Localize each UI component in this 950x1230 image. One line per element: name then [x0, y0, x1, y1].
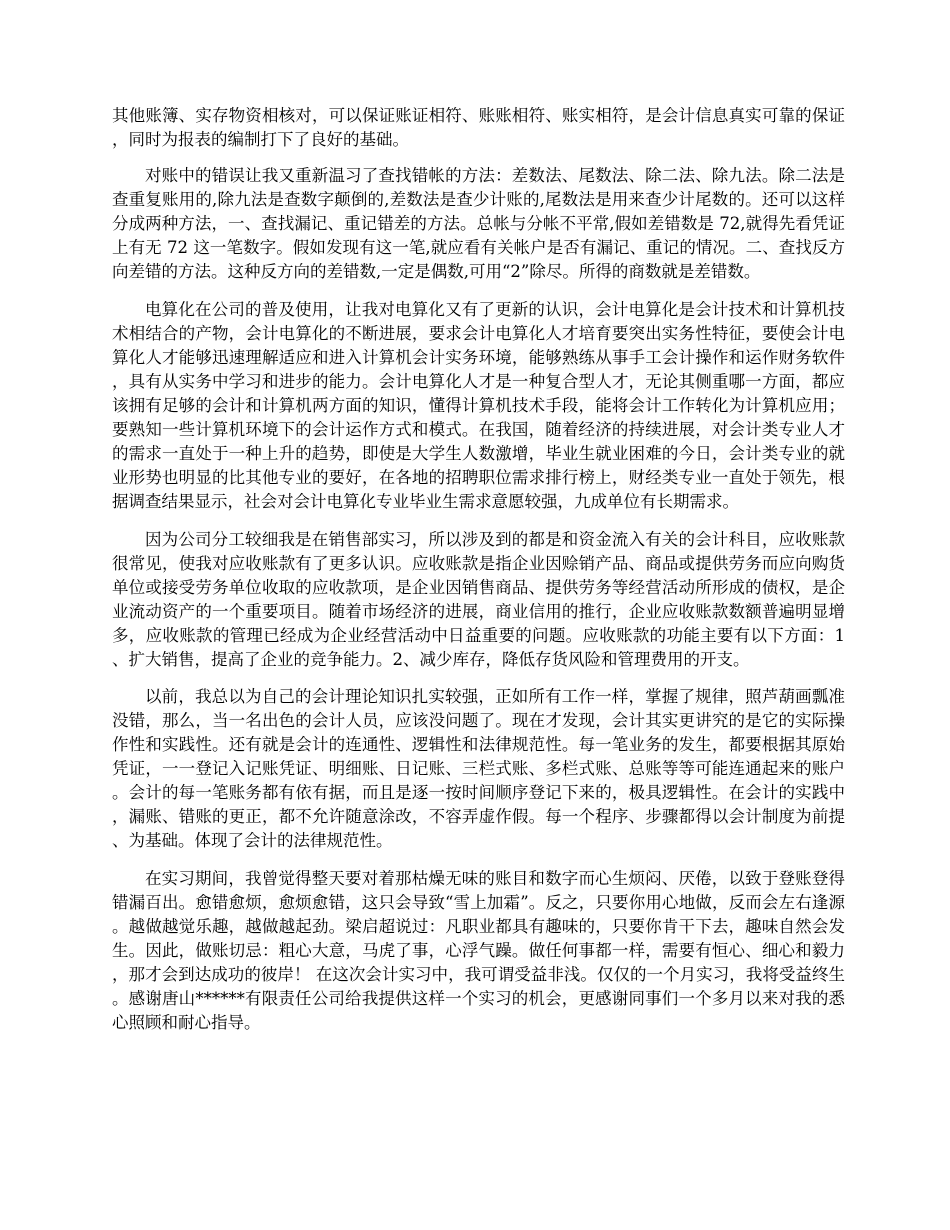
- paragraph-5: 以前，我总以为自己的会计理论知识扎实较强，正如所有工作一样，掌握了规律，照芦葫画瓢准没错，那么，当一名出色的会计人员，应该没问题了。现在才发现，会计其实更讲究的是它的实际操作性和实践性。还有就是会计的连通性、逻辑性和法律规范性。每一笔业务的发生，都要根据其原始凭证，一一登记入记账凭证、明细账、日记账、三栏式账、多栏式账、总账等等可能连通起来的账户。会计的每一笔账务都有依有据，而且是逐一按时间顺序登记下来的，极具逻辑性。在会计的实践中，漏账、错账的更正，都不允许随意涂改，不容弄虚作假。每一个程序、步骤都得以会计制度为前提、为基础。体现了会计的法律规范性。: [112, 687, 845, 850]
- paragraph-2: 对账中的错误让我又重新温习了查找错帐的方法：差数法、尾数法、除二法、除九法。除二法是查重复账用的,除九法是查数字颠倒的,差数法是查少计账的,尾数法是用来查少计尾数的。还可以这样分成两种方法，一、查找漏记、重记错差的方法。总帐与分帐不平常,假如差错数是 72,就得先看凭证上有无 72 这一笔数字。假如发现有这一笔,就应看有关帐户是否有漏记、重记的情况。二、查找反方向差错的方法。这种反方向的差错数,一定是偶数,可用“2”除尽。所得的商数就是差错数。: [112, 166, 845, 281]
- paragraph-3: 电算化在公司的普及使用，让我对电算化又有了更新的认识，会计电算化是会计技术和计算机技术相结合的产物，会计电算化的不断进展，要求会计电算化人才培育要突出实务性特征，要使会计电算化人才能够迅速理解适应和进入计算机会计实务环境，能够熟练从事手工会计操作和运作财务软件，具有从实务中学习和进步的能力。会计电算化人才是一种复合型人才，无论其侧重哪一方面，都应该拥有足够的会计和计算机两方面的知识，懂得计算机技术手段，能将会计工作转化为计算机应用；要熟知一些计算机环境下的会计运作方式和模式。在我国，随着经济的持续进展，对会计类专业人才的需求一直处于一种上升的趋势，即使是大学生人数激增，毕业生就业困难的今日，会计类专业的就业形势也明显的比其他专业的要好，在各地的招聘职位需求排行榜上，财经类专业一直处于领先，根据调查结果显示，社会对会计电算化专业毕业生需求意愿较强，九成单位有长期需求。: [112, 300, 845, 511]
- paragraph-1: 其他账簿、实存物资相核对，可以保证账证相符、账账相符、账实相符，是会计信息真实可靠的保证，同时为报表的编制打下了良好的基础。: [112, 106, 845, 149]
- paragraph-6: 在实习期间，我曾觉得整天要对着那枯燥无味的账目和数字而心生烦闷、厌倦，以致于登账登得错漏百出。愈错愈烦，愈烦愈错，这只会导致“雪上加霜”。反之，只要你用心地做，反而会左右逢源。越做越觉乐趣，越做越起劲。梁启超说过：凡职业都具有趣味的，只要你肯干下去，趣味自然会发生。因此，做账切忌：粗心大意，马虎了事，心浮气躁。做任何事都一样，需要有恒心、细心和毅力，那才会到达成功的彼岸！ 在这次会计实习中，我可谓受益非浅。仅仅的一个月实习，我将受益终生。感谢唐山******有限责任公司给我提供这样一个实习的机会，更感谢同事们一个多月以来对我的悉心照顾和耐心指导。: [112, 869, 845, 1032]
- paragraph-4: 因为公司分工较细我是在销售部实习，所以涉及到的都是和资金流入有关的会计科目，应收账款很常见，使我对应收账款有了更多认识。应收账款是指企业因赊销产品、商品或提供劳务而应向购货单位或接受劳务单位收取的应收款项，是企业因销售商品、提供劳务等经营活动所形成的债权，是企业流动资产的一个重要项目。随着市场经济的进展，商业信用的推行，企业应收账款数额普遍明显增多，应收账款的管理已经成为企业经营活动中日益重要的问题。应收账款的功能主要有以下方面：1、扩大销售，提高了企业的竞争能力。2、减少库存，降低存货风险和管理费用的开支。: [112, 530, 845, 669]
